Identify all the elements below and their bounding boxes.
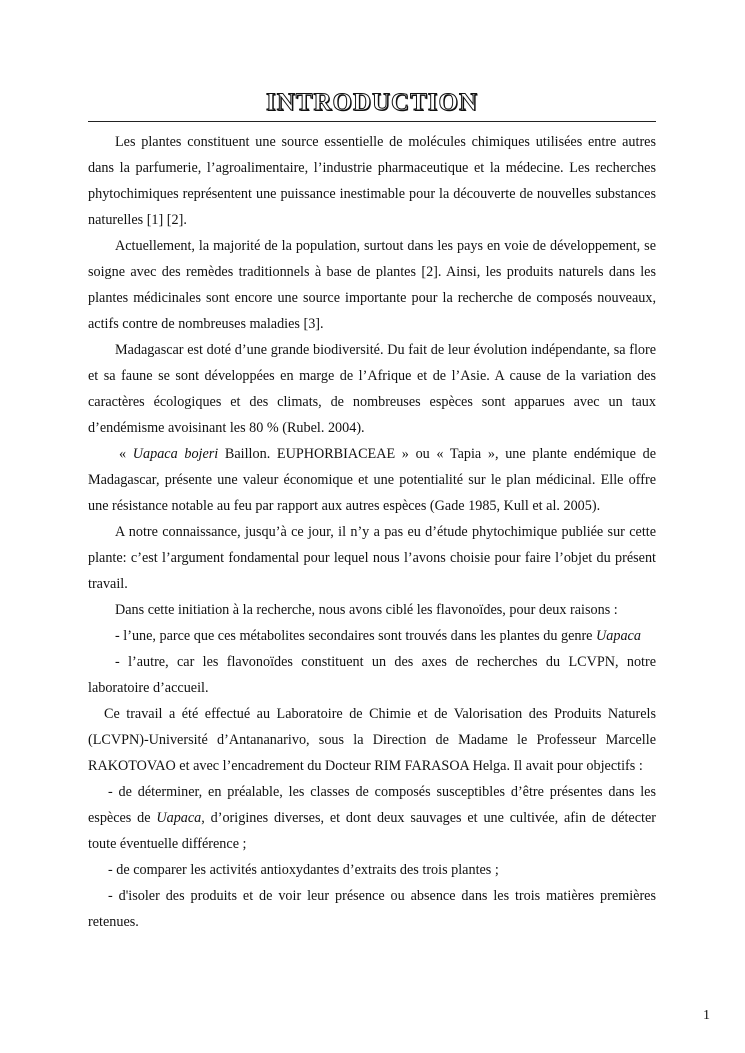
paragraph-traditional-remedies: Actuellement, la majorité de la population, surtout dans les pays en voie de développement, se soigne avec des remèdes traditionnels à base de plantes [2]. Ainsi, les produits naturels dans les plantes médicinales sont encore une source importante pour la recherche de composés nouveaux, actifs contre de nombreuses maladies [3]. <box>88 238 656 332</box>
paragraph-plants-source: Les plantes constituent une source essentielle de molécules chimiques utilisées entre autres dans la parfumerie, l’agroalimentaire, l’industrie pharmaceutique et la médecine. Les recherches phytochimiques représentent une puissance inestimable pour la découverte de nouvelles substances naturelles [1] [2]. <box>88 134 656 228</box>
page-title: INTRODUCTION <box>265 89 479 116</box>
list-item-reason-1 <box>88 623 656 649</box>
paragraph-uapaca-bojeri <box>88 441 656 519</box>
page-number: 1 <box>703 1008 710 1023</box>
paragraph-lab-context: Ce travail a été effectué au Laboratoire de Chimie et de Valorisation des Produits Naturels (LCVPN)-Université d’Antananarivo, sous la Direction de Madame le Professeur Marcelle RAKOTOVAO et avec l’encadrement du Docteur RIM FARASOA Helga. Il avait pour objectifs : <box>88 706 656 774</box>
objective-1-text-a: - de déterminer, en préalable, les classes de composés susceptibles d’être présentes dans les espèces de <box>88 784 656 826</box>
list-item-objective-2: - de comparer les activités antioxydantes d’extraits des trois plantes ; <box>108 862 499 878</box>
reason-1-text: - l’une, parce que ces métabolites secondaires sont trouvés dans les plantes du genre <box>115 628 597 644</box>
objective-1-text-b: , d’origines diverses, et dont deux sauvages et une cultivée, afin de détecter toute éventuelle différence ; <box>88 810 656 852</box>
list-item-objective-3: - d'isoler des produits et de voir leur présence ou absence dans les trois matières premières retenues. <box>88 888 656 930</box>
quote-open: « <box>119 446 133 462</box>
genus-name: Uapaca <box>156 810 202 826</box>
paragraph-flavonoids-target: Dans cette initiation à la recherche, nous avons ciblé les flavonoïdes, pour deux raisons : <box>115 602 618 618</box>
species-name: Uapaca bojeri <box>132 446 219 462</box>
list-item-objective-1 <box>88 779 656 857</box>
paragraph-uapaca-rest: Baillon. EUPHORBIACEAE » ou « Tapia », une plante endémique de Madagascar, présente une valeur économique et une potentialité sur le plan médicinal. Elle offre une résistance notable au feu par rapport aux autres espèces (Gade 1985, Kull et al. 2005). <box>88 446 656 514</box>
paragraph-madagascar-biodiversity: Madagascar est doté d’une grande biodiversité. Du fait de leur évolution indépendante, sa flore et sa faune se sont développées en marge de l’Afrique et de l’Asie. A cause de la variation des caractères écologiques et des climats, de nombreuses espèces sont apparues avec un taux d’endémisme avoisinant les 80 % (Rubel. 2004). <box>88 342 656 436</box>
list-item-reason-2: - l’autre, car les flavonoïdes constituent un des axes de recherches du LCVPN, notre laboratoire d’accueil. <box>88 654 656 696</box>
genus-name: Uapaca <box>596 628 641 644</box>
paragraph-no-prior-study: A notre connaissance, jusqu’à ce jour, il n’y a pas eu d’étude phytochimique publiée sur cette plante: c’est l’argument fondamental pour lequel nous l’avons choisie pour faire l’objet du présent travail. <box>88 524 656 592</box>
title-underline <box>88 121 656 122</box>
body-text <box>88 129 656 935</box>
